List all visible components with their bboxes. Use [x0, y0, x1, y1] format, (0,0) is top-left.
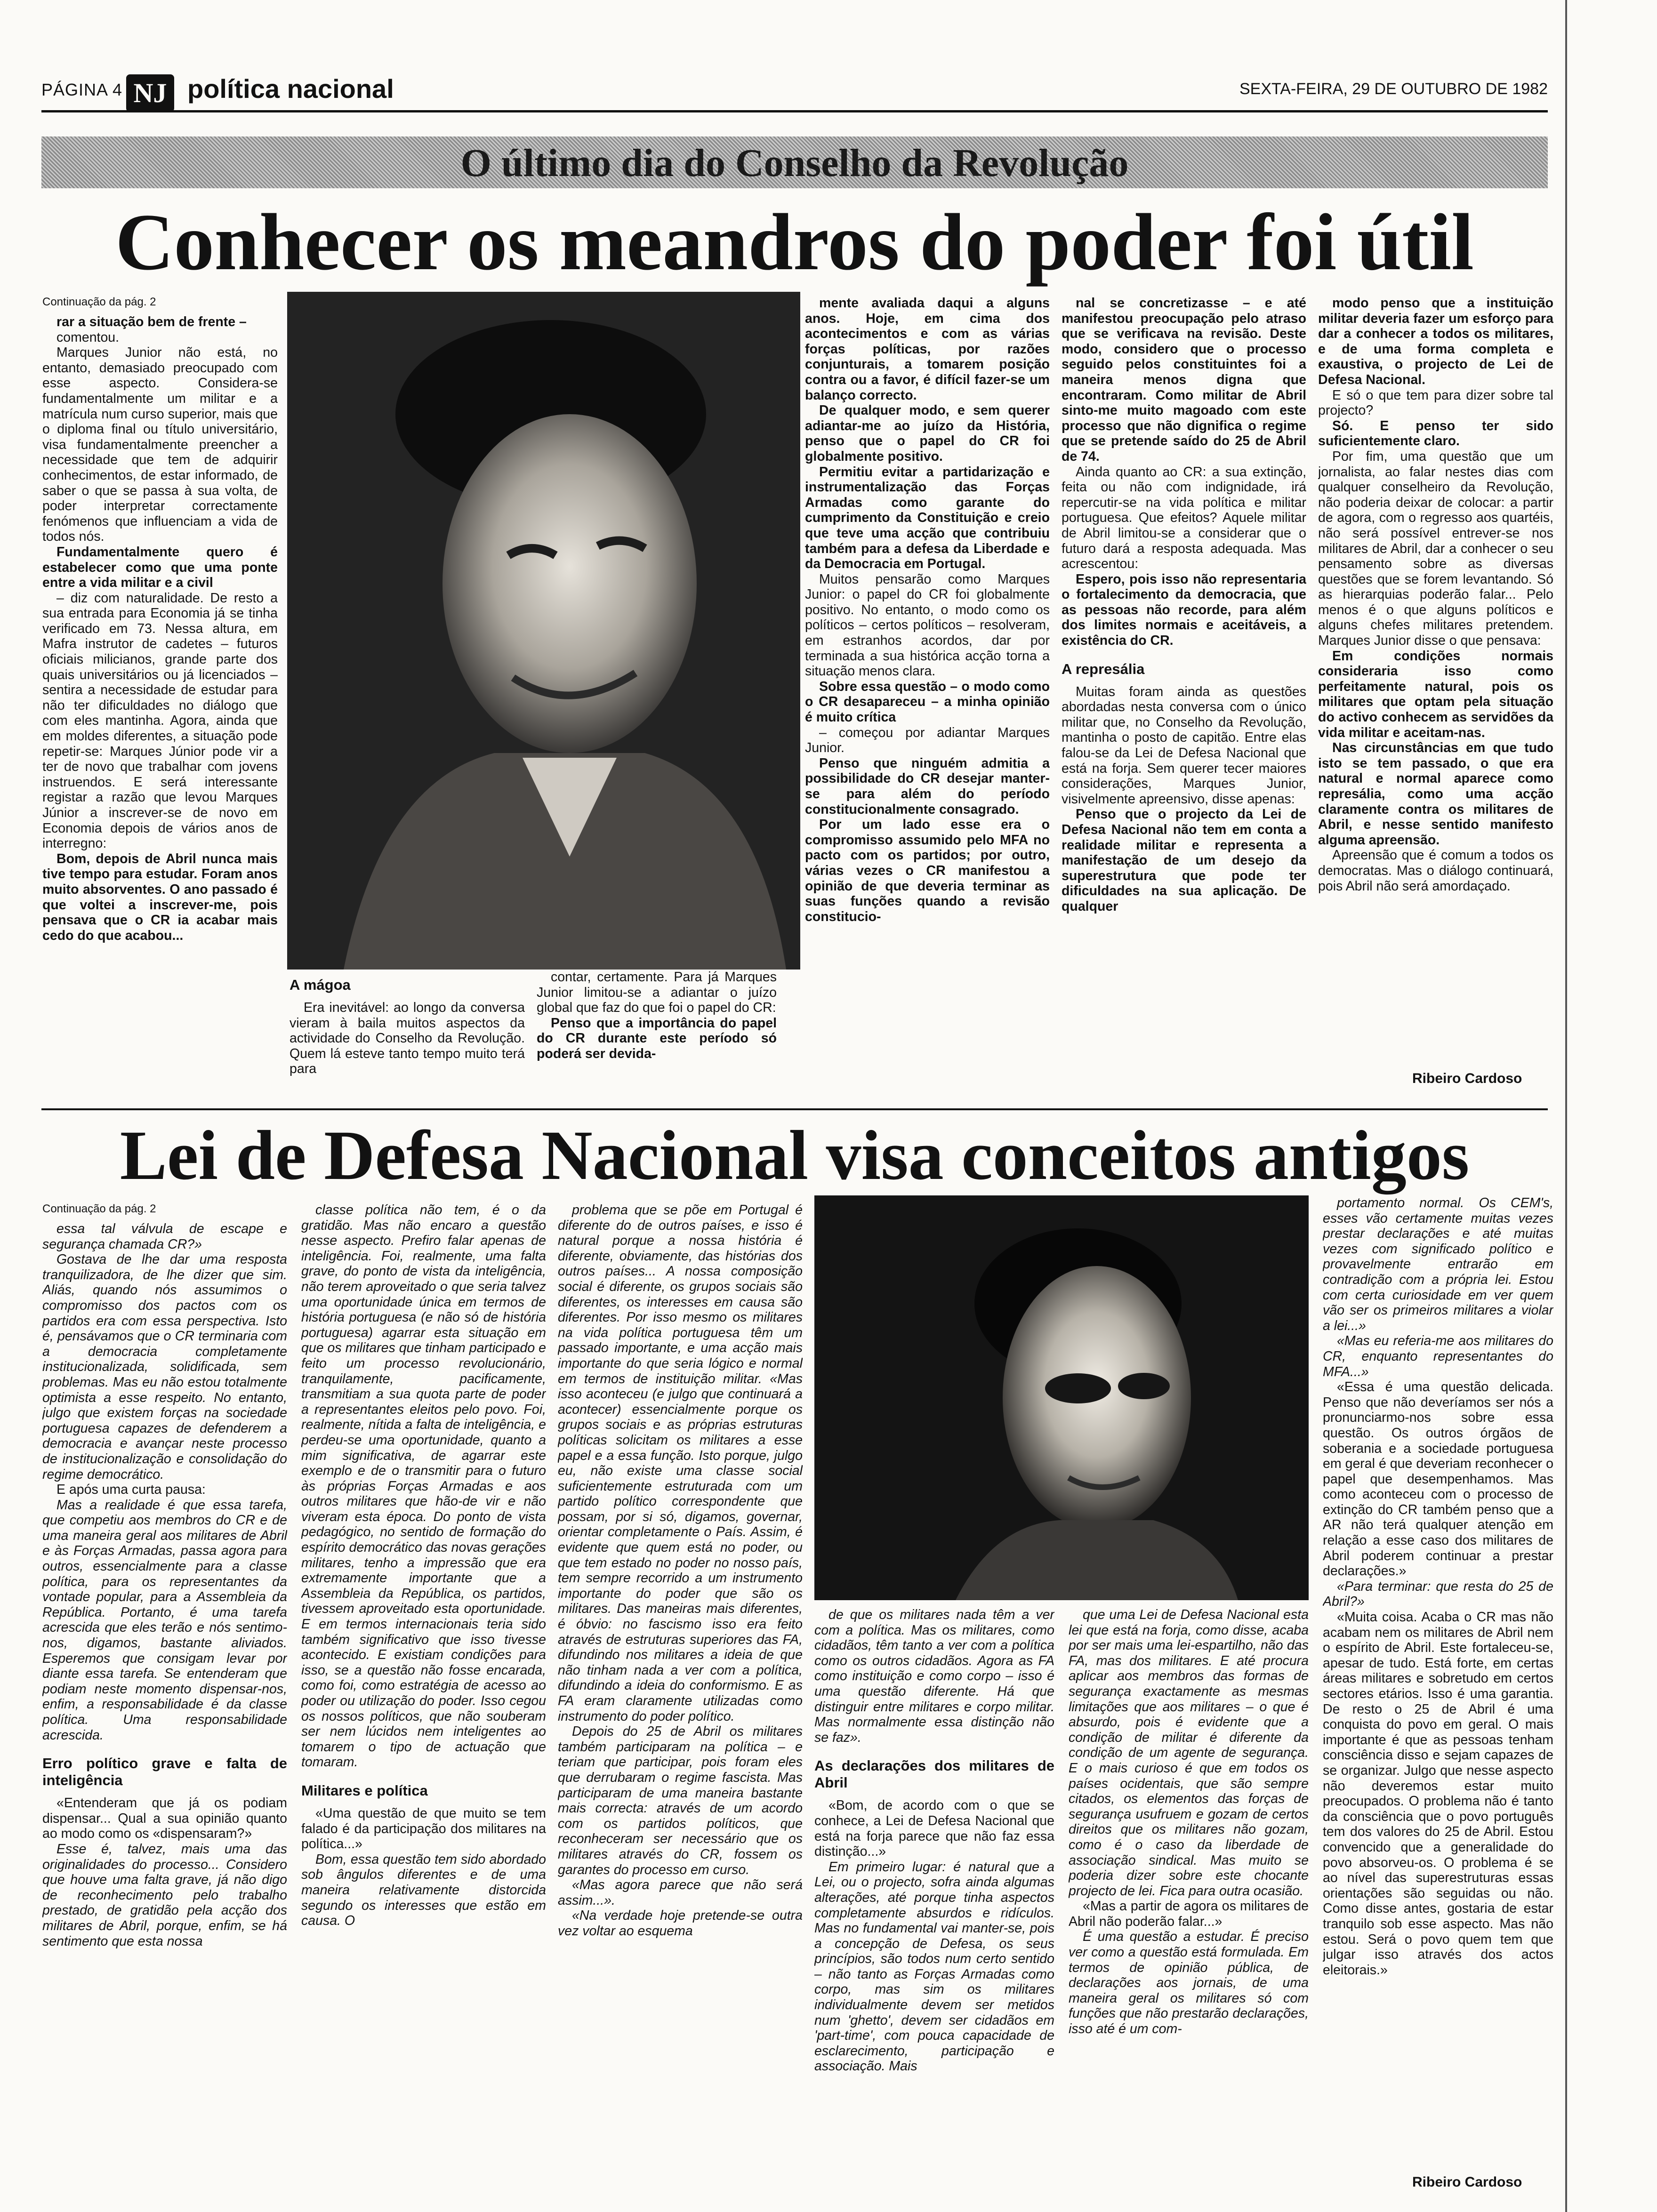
paragraph: Gostava de lhe dar uma resposta tranquilizadora, de lhe dizer que sim. Aliás, quando nós assumimos o compromisso dos pactos com os partidos era com essa perspectiva. Isto é, pensávamos que o CR terminaria com a democracia completamente institucionalizada, solidificada, sem problemas. Mas eu não estou totalmente optimista a esse respeito. No entanto, julgo que existem forças na sociedade portuguesa capazes de defenderem a democracia e avançar neste processo de institucionalização e consolidação do regime democrático.	[42, 1252, 287, 1482]
paragraph: Por fim, uma questão que um jornalista, ao falar nestes dias com qualquer conselheiro da Revolução, não poderia deixar de colocar: a partir de agora, com o regresso aos quartéis, não será possível entrever-se nos militares de Abril, dar a conhecer o seu pensamento sobre as diversas questões que se forem levantando. Só as hierarquias poderão falar... Pelo menos é o que alguns políticos e alguns chefes militares pretendem. Marques Junior disse o que pensava:	[1318, 449, 1553, 649]
paragraph: contar, certamente. Para já Marques Junior limitou-se a adiantar o juízo global que faz do que foi o papel do CR:	[537, 970, 777, 1016]
subheading-a-represalia: A represália	[1062, 660, 1145, 677]
paragraph: Depois do 25 de Abril os militares também participaram na política – e teriam que participar, pois foram eles que derrubaram o regime fascista. Mas participaram de uma maneira bastante mais correcta: através de um acordo com os partidos políticos, que reconheceram ser necessário que os militares através do CR, fossem os garantes do processo em curso.	[558, 1724, 803, 1877]
paragraph: essa tal válvula de escape e segurança chamada CR?»	[42, 1221, 287, 1252]
paragraph: Penso que o projecto da Lei de Defesa Nacional não tem em conta a realidade militar e representa a manifestação de um desejo da superestrutura que pode ter dificuldades na sua aplicação. De qualquer	[1062, 807, 1306, 914]
paragraph: Mas a realidade é que essa tarefa, que competiu aos membros do CR e de uma maneira geral aos militares de Abril e às Forças Armadas, passa agora para outros, essencialmente para a classe política, para os representantes da vontade popular, para a Assembleia da República. Portanto, é uma tarefa acrescida que eles terão e nós sentimo-nos, digamos, bastante aliviados. Esperemos que consigam levar por diante essa tarefa. Se entenderam que podiam neste momento dispensar-nos, enfim, a responsabilidade é da classe política. Uma responsabilidade acrescida.	[42, 1497, 287, 1743]
paragraph: «Uma questão de que muito se tem falado é da participação dos militares na política...»	[301, 1805, 546, 1852]
subheading-declaracoes: As declarações dos militares de Abril	[814, 1757, 1054, 1791]
article2-signature: Ribeiro Cardoso	[1412, 2174, 1522, 2190]
issue-date: SEXTA-FEIRA, 29 DE OUTUBRO DE 1982	[1239, 80, 1548, 98]
topic-banner-text: O último dia do Conselho da Revolução	[460, 141, 1129, 185]
article1-column-5	[1062, 296, 1306, 1114]
paragraph: comentou.	[56, 329, 120, 345]
paragraph: Penso que ninguém admitia a possibilidade do CR desejar manter-se para além do período constitucionalmente consagrado.	[805, 755, 1050, 817]
section-title: política nacional	[187, 74, 394, 104]
paragraph: Ainda quanto ao CR: a sua extinção, feita ou não com indignidade, irá repercutir-se na vida política e militar portuguesa. Que efeitos? Aquele militar de Abril limitou-se a considerar que o futuro dará a resposta adequada. Mas acrescentou:	[1062, 464, 1306, 572]
paragraph: Esse é, talvez, mais uma das originalidades do processo... Considero que houve uma falta grave, já não digo de reconhecimento pelo trabalho prestado, de gratidão pela acção dos militares de Abril, porque, enfim, se há sentimento que esta nossa	[42, 1841, 287, 1949]
paragraph: E só o que tem para dizer sobre tal projecto?	[1318, 387, 1553, 418]
paragraph: mente avaliada daqui a alguns anos. Hoje, em cima dos acontecimentos e com as várias forças políticas, por razões conjunturais, a tomarem posição contra ou a favor, é difícil fazer-se um balanço correcto.	[805, 296, 1050, 403]
paragraph: «Na verdade hoje pretende-se outra vez voltar ao esquema	[558, 1908, 803, 1939]
masthead-rule	[41, 110, 1548, 112]
paragraph: Marques Junior não está, no entanto, demasiado preocupado com esse aspecto. Considera-se fundamentalmente um militar e a matrícula num curso superior, mais que o diploma final ou título universitário, visa fundamentalmente preencher a necessidade que tem de adquirir conhecimentos, de estar informado, de saber o que se passa à sua volta, de poder interpretar correctamente fenómenos que influenciam a vida de todos nós.	[42, 345, 278, 545]
paragraph: Permitiu evitar a partidarização e instrumentalização das Forças Armadas como garante do cumprimento da Constituição e creio que teve uma acção que contribuiu também para a defesa da Liberdade e da Democracia em Portugal.	[805, 464, 1050, 572]
paragraph: de que os militares nada têm a ver com a política. Mas os militares, como cidadãos, têm tanto a ver com a política como os outros cidadãos. Agora as FA como instituição e como corpo – isso é uma questão diferente. Há que distinguir entre militares e corpo militar. Mas normalmente essa distinção não se faz».	[814, 1607, 1054, 1745]
article2-column-3	[558, 1202, 803, 2191]
paragraph: Espero, pois isso não representaria o fortalecimento da democracia, que as pessoas não recorde, para além dos limites normais e aceitáveis, a existência do CR.	[1062, 571, 1306, 649]
paragraph: nal se concretizasse – e até manifestou preocupação pelo atraso que se verificava na revisão. Deste modo, considero que o processo seguido pelos constituintes foi a maneira menos digna que encontraram. Como militar de Abril sinto-me muito magoado com este processo que não dignifica o regime que se pretende saído do 25 de Abril de 74.	[1062, 296, 1306, 464]
paragraph: É uma questão a estudar. É preciso ver como a questão está formulada. Em termos de opinião pública, de declarações aos jornais, de uma maneira geral os militares só com funções que não prestarão declarações, isso até é um com-	[1069, 1929, 1309, 2037]
article1-column-4	[805, 296, 1050, 1114]
page-edge-line	[1565, 0, 1567, 2212]
subheading-erro-politico: Erro político grave e falta de inteligência	[42, 1755, 287, 1789]
paragraph: portamento normal. Os CEM's, esses vão certamente muitas vezes prestar declarações e até muitas vezes com significado político e provavelmente entrarão em contradição com a própria lei. Estou com certa curiosidade em ver quem vão ser os primeiros militares a violar a lei...»	[1323, 1195, 1553, 1333]
paragraph: – começou por adiantar Marques Junior.	[805, 725, 1050, 756]
article2-column-2	[301, 1202, 546, 2191]
paragraph: Por um lado esse era o compromisso assumido pelo MFA no pacto com os partidos; por outro, várias vezes o CR manifestou a opinião de que deveria terminar as suas funções quando a revisão constitucio-	[805, 817, 1050, 924]
article1-continuation: Continuação da pág. 2	[42, 296, 156, 308]
article2-column-4	[814, 1607, 1054, 2191]
article2-continuation: Continuação da pág. 2	[42, 1202, 156, 1215]
paragraph: rar a situação bem de frente –	[56, 314, 247, 329]
masthead	[41, 71, 1548, 111]
article1-column-2	[290, 977, 525, 1118]
paragraph: «Muita coisa. Acaba o CR mas não acabam nem os militares de Abril nem o espírito de Abril. Este fortaleceu-se, apesar de tudo. Está forte, em certas áreas militares e sobretudo em certos sectores etários. Isso é uma garantia. De resto o 25 de Abril é uma conquista do povo em geral. O mais importante é que as pessoas tenham consciência disso e sejam capazes de se organizar. Julgo que nesse aspecto não deveremos estar muito preocupados. O problema não é tanto da consciência que o povo português tem dos valores do 25 de Abril. Estou convencido que a generalidade do povo absorveu-os. O problema é se ao nível das superestruturas essas orientações são seguidas ou não. Como disse antes, gostaria de estar tranquilo sob esse aspecto. Mas não estou. Será o povo quem tem que julgar isso através dos actos eleitorais.»	[1323, 1610, 1553, 1978]
article1-column-3	[537, 970, 777, 1111]
paragraph: problema que se põe em Portugal é diferente do de outros países, e isso é natural porque a nossa história é diferente, obviamente, das histórias dos outros países... A nossa composição social é diferente, os grupos sociais são diferentes, os interesses em causa são diferentes. Por isso mesmo os militares na vida política portuguesa têm um passado importante, e uma acção mais importante do que seria lógico e normal em termos de instituição militar. «Mas isso aconteceu (e julgo que continuará a acontecer) essencialmente porque os grupos sociais e as próprias estruturas políticas solicitam os militares a esse papel e a essa função. Isto porque, julgo eu, não existe uma classe social suficientemente estruturada com um partido político correspondente que possam, por si só, digamos, governar, orientar completamente o País. Assim, é evidente que quem está no poder, ou que tem estado no poder no nosso país, tem sempre recorrido a um instrumento importante do poder que são os militares. Das maneiras mais diferentes, é óbvio: no fascismo isso era feito através de estruturas superiores das FA, difundindo nos militares a ideia de que não tinham nada a ver com a política, difundindo a ideia do conformismo. E as FA eram claramente utilizadas como instrumento do poder político.	[558, 1202, 803, 1724]
article2-portrait-photo	[814, 1195, 1309, 1600]
topic-banner	[41, 136, 1548, 188]
article1-portrait-photo	[287, 292, 800, 970]
article2-column-5	[1069, 1607, 1309, 2191]
paragraph: Muitas foram ainda as questões abordadas nesta conversa com o único militar que, no Conselho da Revolução, mantinha o posto de capitão. Entre elas falou-se da Lei de Defesa Nacional que está na forja. Sem querer tecer maiores considerações, Marques Junior, visivelmente apreensivo, disse apenas:	[1062, 684, 1306, 807]
article1-column-1	[42, 314, 278, 1100]
paragraph: Era inevitável: ao longo da conversa vieram à baila muitos aspectos da actividade do Conselho da Revolução. Quem lá esteve tanto tempo muito terá para	[290, 1000, 525, 1077]
paragraph: Penso que a importância do papel do CR durante este período só poderá ser devida-	[537, 1015, 777, 1061]
paragraph: «Bom, de acordo com o que se conhece, a Lei de Defesa Nacional que está na forja parece que não faz essa distinção...»	[814, 1798, 1054, 1859]
article2-column-1	[42, 1221, 287, 2191]
paragraph: Bom, essa questão tem sido abordado sob ângulos diferentes e de uma maneira relativamente distorcida segundo os interesses que estão em causa. O	[301, 1851, 546, 1929]
paragraph: «Entenderam que já os podiam dispensar... Qual a sua opinião quanto ao modo como os «dispensaram?»	[42, 1795, 287, 1842]
paragraph: Em condições normais consideraria isso como perfeitamente natural, pois os militares que optam pela situação do activo conhecem as servidões da vida militar e aceitam-nas.	[1318, 648, 1553, 740]
paragraph: «Essa é uma questão delicada. Penso que não deveríamos ser nós a pronunciarmo-nos sobre essa questão. Os outros órgãos de soberania e a sociedade portuguesa em geral é que deveriam reconhecer o papel que desempenhamos. Mas como aconteceu com o processo de extinção do CR também penso que a AR não terá qualquer atenção em relação a esse caso dos militares de Abril poderem continuar a prestar declarações.»	[1323, 1379, 1553, 1579]
paragraph: Em primeiro lugar: é natural que a Lei, ou o projecto, sofra ainda algumas alterações, até porque tinha aspectos completamente absurdos e ridículos. Mas no fundamental vai manter-se, pois a concepção de Defesa, os seus princípios, são todos num certo sentido – não tanto as Forças Armadas como corpo, mas sim os militares individualmente devem ser metidos num 'ghetto', devem ser cidadãos em 'part-time', com pouca capacidade de esclarecimento, participação e associação. Mais	[814, 1859, 1054, 2074]
paragraph: Fundamentalmente quero é estabelecer como que uma ponte entre a vida militar e a civil	[42, 544, 278, 591]
subheading-a-magoa: A mágoa	[290, 977, 351, 993]
article2-headline: Lei de Defesa Nacional visa conceitos antigos	[120, 1116, 1470, 1194]
paragraph: «Mas a partir de agora os militares de Abril não poderão falar...»	[1069, 1899, 1309, 1929]
article-divider	[41, 1108, 1548, 1110]
article1-signature: Ribeiro Cardoso	[1412, 1071, 1522, 1086]
article2-column-6	[1323, 1195, 1553, 2160]
paragraph: De qualquer modo, e sem querer adiantar-me ao juízo da História, penso que o papel do CR foi globalmente positivo.	[805, 403, 1050, 464]
paragraph: que uma Lei de Defesa Nacional esta lei que está na forja, como disse, acaba por ser mais uma lei-espartilho, não das FA, mas dos militares. E até procura aplicar aos membros das formas de segurança exactamente as mesmas limitações que aos militares – o que é absurdo, pois é evidente que a condição de militar é diferente da condição de um agente de segurança. E o mais curioso é que em todos os países ocidentais, que são sempre citados, os elementos das forças de segurança usufruem e gozam de certos direitos que os militares não gozam, como é o caso da liberdade de associação sindical. Mas muito se poderia dizer sobre este chocante projecto de lei. Fica para outra ocasião.	[1069, 1607, 1309, 1899]
paragraph: Bom, depois de Abril nunca mais tive tempo para estudar. Foram anos muito absorventes. O ano passado é que voltei a inscrever-me, pois pensava que o CR ia acabar mais cedo do que acabou...	[42, 851, 278, 943]
article1-headline: Conhecer os meandros do poder foi útil	[115, 198, 1474, 287]
paragraph: «Mas agora parece que não será assim...».	[558, 1877, 803, 1908]
article1-column-6	[1318, 296, 1553, 1067]
paragraph: – diz com naturalidade. De resto a sua entrada para Economia já se tinha verificado em 73. Nessa altura, em Mafra instrutor de cadetes – futuros oficiais milicianos, grande parte dos quais universitários ou já licenciados – sentira a necessidade de estudar para não ter dificuldades no diálogo que com eles mantinha. Agora, ainda que em moldes diferentes, a situação pode repetir-se: Marques Júnior pode vir a ter de novo que trabalhar com jovens instruendos. E será interessante registar a razão que levou Marques Júnior a inscrever-se de novo em Economia depois de vários anos de interregno:	[42, 590, 278, 851]
paragraph: Apreensão que é comum a todos os democratas. Mas o diálogo continuará, pois Abril não será amordaçado.	[1318, 848, 1553, 894]
subheading-militares-politica: Militares e política	[301, 1782, 428, 1799]
paragraph: Só. E penso ter sido suficientemente claro.	[1318, 418, 1553, 449]
paragraph: «Para terminar: que resta do 25 de Abril?»	[1323, 1579, 1553, 1610]
paragraph: Nas circunstâncias em que tudo isto se tem passado, o que era natural e normal aparece como represália, como uma acção claramente contra os militares de Abril, e nesse sentido manifesto alguma apreensão.	[1318, 740, 1553, 848]
page-number: PÁGINA 4	[41, 80, 123, 99]
paragraph: E após uma curta pausa:	[56, 1482, 206, 1498]
paragraph: Sobre essa questão – o modo como o CR desapareceu – a minha opinião é muito crítica	[805, 679, 1050, 725]
paragraph: modo penso que a instituição militar deveria fazer um esforço para dar a conhecer a todos os militares, e de uma forma completa e exaustiva, o projecto de Lei de Defesa Nacional.	[1318, 296, 1553, 387]
paragraph: Muitos pensarão como Marques Junior: o papel do CR foi globalmente positivo. No entanto, o modo como os políticos – certos políticos – resolveram, em estranhos acordos, dar por terminada a sua histórica acção torna a situação menos clara.	[805, 571, 1050, 679]
paragraph: «Mas eu referia-me aos militares do CR, enquanto representantes do MFA...»	[1323, 1333, 1553, 1379]
paragraph: classe política não tem, é o da gratidão. Mas não encaro a questão nesse aspecto. Prefiro falar apenas de inteligência. Foi, realmente, uma falta grave, do ponto de vista da inteligência, não terem aproveitado o que seria talvez uma oportunidade única em termos de história portuguesa (e não só de história portuguesa) agarrar esta situação em que os militares que tinham participado e feito um processo revolucionário, tranquilamente, pacificamente, transmitiam a sua quota parte de poder a representantes eleitos pelo povo. Foi, realmente, nítida a falta de inteligência, e perdeu-se uma oportunidade, quanto a mim significativa, de agarrar este exemplo e de o transmitir para o futuro às próprias Forças Armadas e aos outros militares que hão-de vir e não viveram esta época. Do ponto de vista pedagógico, no sentido de formação do espírito democrático das novas gerações militares, tenho a impressão que era extremamente importante que a Assembleia da República, os partidos, tivessem aproveitado esta oportunidade. E em termos internacionais teria sido também significativo que isso tivesse acontecido. E existiam condições para isso, se a questão não fosse encarada, como foi, como estratégia de acesso ao poder ou utilização do poder. Isso cegou os nossos políticos, que não souberam ser nem lúcidos nem inteligentes ao tomarem o tipo de actuação que tomaram.	[301, 1202, 546, 1770]
newspaper-logo-icon: NJ	[126, 74, 174, 112]
